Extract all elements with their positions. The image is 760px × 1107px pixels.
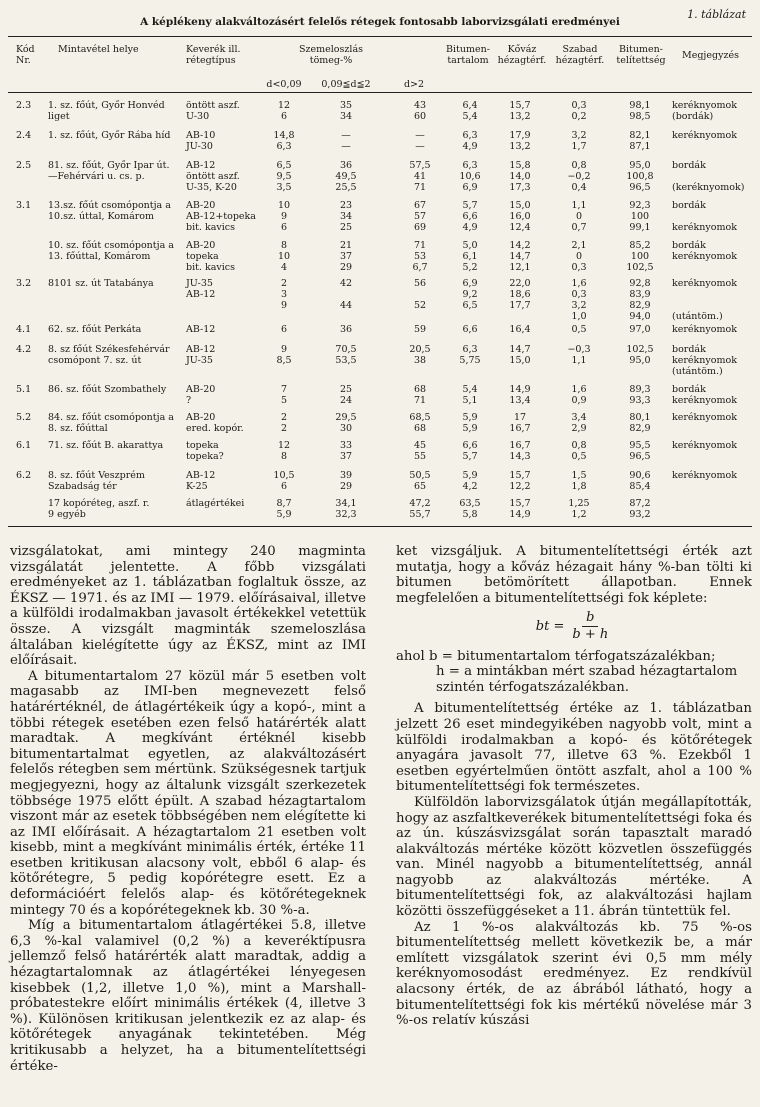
row-saturation: 95,0 100,8 96,5 bbox=[626, 160, 654, 193]
row-saturation: 98,1 98,5 bbox=[629, 100, 651, 122]
row-sand: 70,5 53,5 bbox=[335, 344, 357, 366]
row-sand: 23 34 25 bbox=[339, 200, 353, 233]
row-bitumen: 6,3 10,6 6,9 bbox=[459, 160, 481, 193]
row-remark: keréknyomok bbox=[672, 412, 737, 423]
row-mix: AB-12 JU-35 bbox=[186, 344, 216, 366]
row-sand: 29,5 30 bbox=[335, 412, 357, 434]
row-saturation: 82,1 87,1 bbox=[629, 130, 651, 152]
row-free-voids: −0,3 1,1 bbox=[567, 344, 591, 366]
row-coarse: 68 71 bbox=[413, 384, 427, 406]
header-sub-d1: d<0,09 bbox=[266, 79, 302, 90]
row-coarse: 59 bbox=[413, 324, 427, 335]
row-coarse: 45 55 bbox=[413, 440, 427, 462]
row-mix: AB-12 bbox=[186, 324, 216, 335]
row-voids: 15,7 14,9 bbox=[509, 498, 531, 520]
header-code: Kód Nr. bbox=[16, 44, 35, 66]
row-saturation: 102,5 95,0 bbox=[626, 344, 654, 366]
row-sand: 35 34 bbox=[339, 100, 353, 122]
row-sand: 39 29 bbox=[339, 470, 353, 492]
row-mix: AB-20 topeka bit. kavics bbox=[186, 240, 235, 273]
row-coarse: 57,5 41 71 bbox=[409, 160, 431, 193]
definition-line: h = a mintákban mért szabad hézagtartalom bbox=[436, 664, 738, 680]
row-fine: 6 bbox=[280, 324, 288, 335]
row-remark: bordák keréknyomok bbox=[672, 200, 737, 233]
row-fine: 9 8,5 bbox=[276, 344, 292, 366]
row-mix: JU-35 AB-12 bbox=[186, 278, 216, 300]
row-voids: 16,4 bbox=[509, 324, 531, 335]
row-coarse: 20,5 38 bbox=[409, 344, 431, 366]
row-saturation: 80,1 82,9 bbox=[629, 412, 651, 434]
header-free-voids: Szabad hézagtérf. bbox=[555, 44, 605, 66]
row-sand: 33 37 bbox=[339, 440, 353, 462]
formula-numerator: b bbox=[582, 610, 598, 627]
paragraph: ket vizsgáljuk. A bitumentelítettségi érték azt mutatja, hogy a kőváz hézagait hány %-ban tölti ki bitumen betömörített állapotban. Ennek megfelelően a bitumentelítettségi fok képlete: bbox=[396, 544, 752, 606]
row-location: 84. sz. főút csomópontja a 8. sz. főúttal bbox=[48, 412, 174, 434]
row-location: 10. sz. főút csomópontja a 13. főúttal, Komárom bbox=[48, 240, 174, 262]
row-bitumen: 5,4 5,1 bbox=[462, 384, 478, 406]
row-fine: 7 5 bbox=[280, 384, 288, 406]
row-bitumen: 6,9 9,2 6,5 bbox=[462, 278, 478, 311]
row-fine: 8 10 4 bbox=[277, 240, 291, 273]
row-bitumen: 5,7 6,6 4,9 bbox=[462, 200, 478, 233]
row-coarse: — — bbox=[415, 130, 425, 152]
row-code: 2.3 bbox=[16, 100, 32, 111]
row-remark: bordák keréknyomok bbox=[672, 240, 737, 262]
row-voids: 15,0 16,0 12,4 bbox=[509, 200, 531, 233]
row-voids: 15,7 12,2 bbox=[509, 470, 531, 492]
row-bitumen: 6,6 5,7 bbox=[462, 440, 478, 462]
row-saturation: 87,2 93,2 bbox=[629, 498, 651, 520]
row-location: 8. sz. főút Veszprém Szabadság tér bbox=[48, 470, 145, 492]
header-location: Mintavétel helye bbox=[58, 44, 139, 55]
row-saturation: 89,3 93,3 bbox=[629, 384, 651, 406]
row-fine: 2 3 9 bbox=[280, 278, 288, 311]
row-voids: 15,7 13,2 bbox=[509, 100, 531, 122]
row-bitumen: 6,6 bbox=[462, 324, 478, 335]
row-free-voids: 1,25 1,2 bbox=[568, 498, 590, 520]
row-coarse: 43 60 bbox=[413, 100, 427, 122]
row-free-voids: 0,8 0,5 bbox=[571, 440, 587, 462]
formula-denominator: b + h bbox=[572, 626, 609, 642]
row-saturation: 85,2 100 102,5 bbox=[626, 240, 654, 273]
row-saturation: 92,3 100 99,1 bbox=[629, 200, 651, 233]
formula-definitions bbox=[396, 649, 752, 696]
row-bitumen: 6,3 5,75 bbox=[459, 344, 481, 366]
row-free-voids: 1,6 0,9 bbox=[571, 384, 587, 406]
row-code: 5.1 bbox=[16, 384, 32, 395]
row-mix: AB-20 ered. kopór. bbox=[186, 412, 244, 434]
row-free-voids: 1,6 0,3 3,2 1,0 bbox=[571, 278, 587, 322]
row-coarse: 67 57 69 bbox=[413, 200, 427, 233]
row-voids: 17 16,7 bbox=[509, 412, 531, 434]
row-location: 8. sz főút Székesfehérvár csomópont 7. sz. út bbox=[48, 344, 170, 366]
header-mix: Keverék ill. rétegtípus bbox=[186, 44, 241, 66]
row-location: 1. sz. főút, Győr Rába híd bbox=[48, 130, 171, 141]
row-coarse: 47,2 55,7 bbox=[409, 498, 431, 520]
row-fine: 6,5 9,5 3,5 bbox=[276, 160, 292, 193]
row-location: 86. sz. főút Szombathely bbox=[48, 384, 167, 395]
row-free-voids: 3,2 1,7 bbox=[571, 130, 587, 152]
row-voids: 17,9 13,2 bbox=[509, 130, 531, 152]
row-location: 8101 sz. út Tatabánya bbox=[48, 278, 154, 289]
paragraph: Külföldön laborvizsgálatok útján megállapították, hogy az aszfaltkeverékek bitumentelítettségi foka és az ún. kúszásvizsgálat során tapasztalt maradó alakváltozás mértéke között közvetlen összefüggés van. Minél nagyobb a bitumentelítettség, annál nagyobb az alakváltozás mértéke. A bitumentelítettségi fok, az alakváltozási hajlam közötti összefüggéseket a 11. ábrán tüntettük fel. bbox=[396, 794, 752, 920]
row-remark: bordák keréknyomok (utántöm.) bbox=[672, 344, 737, 377]
row-sand: 36 bbox=[339, 324, 353, 335]
row-code: 6.2 bbox=[16, 470, 32, 481]
row-code: 5.2 bbox=[16, 412, 32, 423]
row-voids: 14,2 14,7 12,1 bbox=[509, 240, 531, 273]
paragraph: A bitumentartalom 27 közül már 5 esetben volt magasabb az IMI-ben megnevezett felső határértéknél, de átlagértékeik úgy a kopó-, mint a többi rétegek esetében ezen felső határérték alatt maradtak. A megkívánt értéknél kisebb bitumentartalmat egyetlen, az alakváltozásért felelős rétegben sem mértünk. Szükségesnek tartjuk megjegyezni, hogy az általunk vizsgált szerkezetek többsége 1975 előtt épült. A szabad hézagtartalom viszont már az esetek többségében nem elégítette ki az IMI előírásait. A hézagtartalom 21 esetben volt kisebb, mint a megkívánt minimális érték, értéke 11 esetben kritikusan alacsony volt, ebből 6 alap- és kötőrétegre, 5 pedig kopórétegre esett. Ez a deformációért felelős alap- és kötőrétegeknek mintegy 70 és a kopórétegeknek kb. 30 %-a. bbox=[10, 668, 366, 918]
row-remark: keréknyomok bbox=[672, 440, 737, 451]
table-top-rule bbox=[8, 36, 752, 37]
right-column bbox=[396, 544, 752, 1029]
row-free-voids: 3,4 2,9 bbox=[571, 412, 587, 434]
row-code: 4.1 bbox=[16, 324, 32, 335]
header-sub-d2: 0,09≦d≦2 bbox=[321, 79, 371, 90]
row-free-voids: 1,1 0 0,7 bbox=[571, 200, 587, 233]
row-remark: bordák keréknyomok bbox=[672, 384, 737, 406]
row-sand: 21 37 29 bbox=[339, 240, 353, 273]
row-code: 2.5 bbox=[16, 160, 32, 171]
paragraph: vizsgálatokat, ami mintegy 240 magminta vizsgálatát jelentette. A főbb vizsgálati eredményeket az 1. táblázatban foglaltuk össze, az ÉKSZ — 1971. és az IMI — 1979. előírásaival, illetve a külföldi irodalmakban javasolt értékekkel vetettük össze. A vizsgált magminták szemeloszlása általában kielégítette úgy az ÉKSZ, mint az IMI előírásait. bbox=[10, 544, 366, 669]
row-remark: keréknyomok bbox=[672, 324, 737, 335]
header-sub-d3: d>2 bbox=[403, 79, 425, 90]
row-bitumen: 6,4 5,4 bbox=[462, 100, 478, 122]
row-free-voids: 2,1 0 0,3 bbox=[571, 240, 587, 273]
row-location: 62. sz. főút Perkáta bbox=[48, 324, 142, 335]
row-voids: 14,7 15,0 bbox=[509, 344, 531, 366]
paragraph: Míg a bitumentartalom átlagértékei 5.8, illetve 6,3 %-kal valamivel (0,2 %) a keveréktípusra jellemző felső határérték alatt maradtak, addig a hézagtartalomnak az átlagértékei lényegesen kisebbek (1,2, illetve 1,0 %), mint a Marshall-próbatestekre előírt minimális értékek (4, illetve 3 %). Különösen kritikusan jelentkezik ez az alap- és kötőrétegek anyagának tekintetében. Még kritikusabb a helyzet, ha a bitumentelítettségi értéke- bbox=[10, 918, 366, 1074]
header-saturation: Bitumen- telítettség bbox=[616, 44, 666, 66]
row-mix: öntött aszf. U-30 bbox=[186, 100, 240, 122]
row-location: 13.sz. főút csomópontja a 10.sz. úttal, Komárom bbox=[48, 200, 171, 222]
left-column bbox=[10, 544, 366, 1074]
row-saturation: 97,0 bbox=[629, 324, 651, 335]
row-coarse: 56 52 bbox=[413, 278, 427, 311]
row-location: 81. sz. főút, Győr Ipar út. —Fehérvári u. cs. p. bbox=[48, 160, 170, 182]
row-sand: 36 49,5 25,5 bbox=[335, 160, 357, 193]
saturation-formula bbox=[396, 610, 752, 642]
row-remark: keréknyomok bbox=[672, 470, 737, 481]
row-code: 3.1 bbox=[16, 200, 32, 211]
row-coarse: 68,5 68 bbox=[409, 412, 431, 434]
row-mix: átlagértékei bbox=[186, 498, 245, 509]
header-grading: Szemeloszlás tömeg-% bbox=[299, 44, 363, 66]
formula-lhs: bt = bbox=[535, 618, 565, 634]
definition-line: ahol b = bitumentartalom térfogatszázalékban; bbox=[396, 648, 716, 664]
row-location: 71. sz. főút B. akarattya bbox=[48, 440, 164, 451]
row-sand: 42 44 bbox=[339, 278, 353, 311]
row-bitumen: 6,3 4,9 bbox=[462, 130, 478, 152]
row-remark: bordák (keréknyomok) bbox=[672, 160, 745, 193]
row-bitumen: 5,9 5,9 bbox=[462, 412, 478, 434]
row-mix: AB-20 ? bbox=[186, 384, 216, 406]
row-coarse: 71 53 6,7 bbox=[412, 240, 428, 273]
row-fine: 12 6 bbox=[277, 100, 291, 122]
row-remark: keréknyomok (bordák) bbox=[672, 100, 737, 122]
table-bottom-rule bbox=[8, 526, 752, 527]
row-fine: 14,8 6,3 bbox=[273, 130, 295, 152]
row-voids: 16,7 14,3 bbox=[509, 440, 531, 462]
row-saturation: 95,5 96,5 bbox=[629, 440, 651, 462]
header-bitumen: Bitumen- tartalom bbox=[446, 44, 490, 66]
paragraph: A bitumentelítettség értéke az 1. táblázatban jelzett 26 eset mindegyikében nagyobb volt, mint a külföldi irodalmakban a kopó- és kötőrétegek anyagára javasolt 77, illetve 63 %. Ezekből 1 esetben egyértelműen öntött aszfalt, ahol a 100 % bitumentelítettségi fok természetes. bbox=[396, 701, 752, 795]
row-code: 2.4 bbox=[16, 130, 32, 141]
row-mix: topeka topeka? bbox=[186, 440, 224, 462]
table-title: A képlékeny alakváltozásért felelős rétegek fontosabb laborvizsgálati eredményei bbox=[140, 16, 620, 28]
row-fine: 10 9 6 bbox=[277, 200, 291, 233]
definition-line: szintén térfogatszázalékban. bbox=[436, 679, 630, 695]
header-remark: Megjegyzés bbox=[682, 50, 739, 61]
paragraph: Az 1 %-os alakváltozás kb. 75 %-os bitumentelítettség mellett következik be, a már említett vizsgálatok szerint évi 0,5 mm mély keréknyomosodást eredményez. Ez rendkívül alacsony érték, de az ábrából látható, hogy a bitumentelítettségi fok kis mértékű növelése már 3 %-os relatív kúszási bbox=[396, 919, 752, 1029]
row-code: 3.2 bbox=[16, 278, 32, 289]
row-coarse: 50,5 65 bbox=[409, 470, 431, 492]
row-location: 17 kopóréteg, aszf. r. 9 egyéb bbox=[48, 498, 150, 520]
row-free-voids: 0,5 bbox=[571, 324, 587, 335]
row-bitumen: 5,0 6,1 5,2 bbox=[462, 240, 478, 273]
table-header-rule bbox=[8, 92, 752, 93]
row-voids: 22,0 18,6 17,7 bbox=[509, 278, 531, 311]
row-bitumen: 63,5 5,8 bbox=[459, 498, 481, 520]
row-fine: 12 8 bbox=[277, 440, 291, 462]
row-fine: 10,5 6 bbox=[273, 470, 295, 492]
row-voids: 14,9 13,4 bbox=[509, 384, 531, 406]
row-sand: — — bbox=[341, 130, 351, 152]
row-free-voids: 0,3 0,2 bbox=[571, 100, 587, 122]
row-voids: 15,8 14,0 17,3 bbox=[509, 160, 531, 193]
row-remark: keréknyomok bbox=[672, 130, 737, 141]
row-location: 1. sz. főút, Győr Honvéd liget bbox=[48, 100, 165, 122]
row-code: 4.2 bbox=[16, 344, 32, 355]
row-mix: AB-12 öntött aszf. U-35, K-20 bbox=[186, 160, 240, 193]
row-mix: AB-10 JU-30 bbox=[186, 130, 216, 152]
row-fine: 8,7 5,9 bbox=[276, 498, 292, 520]
row-fine: 2 2 bbox=[280, 412, 288, 434]
row-saturation: 92,8 83,9 82,9 94,0 bbox=[629, 278, 651, 322]
row-remark: keréknyomok (utántöm.) bbox=[672, 278, 737, 322]
row-sand: 25 24 bbox=[339, 384, 353, 406]
row-free-voids: 1,5 1,8 bbox=[571, 470, 587, 492]
row-free-voids: 0,8 −0,2 0,4 bbox=[567, 160, 591, 193]
row-sand: 34,1 32,3 bbox=[335, 498, 357, 520]
row-mix: AB-20 AB-12+topeka bit. kavics bbox=[186, 200, 256, 233]
row-bitumen: 5,9 4,2 bbox=[462, 470, 478, 492]
table-tag: 1. táblázat bbox=[687, 8, 746, 21]
header-voids: Kőváz hézagtérf. bbox=[497, 44, 547, 66]
row-code: 6.1 bbox=[16, 440, 32, 451]
row-saturation: 90,6 85,4 bbox=[629, 470, 651, 492]
row-mix: AB-12 K-25 bbox=[186, 470, 216, 492]
